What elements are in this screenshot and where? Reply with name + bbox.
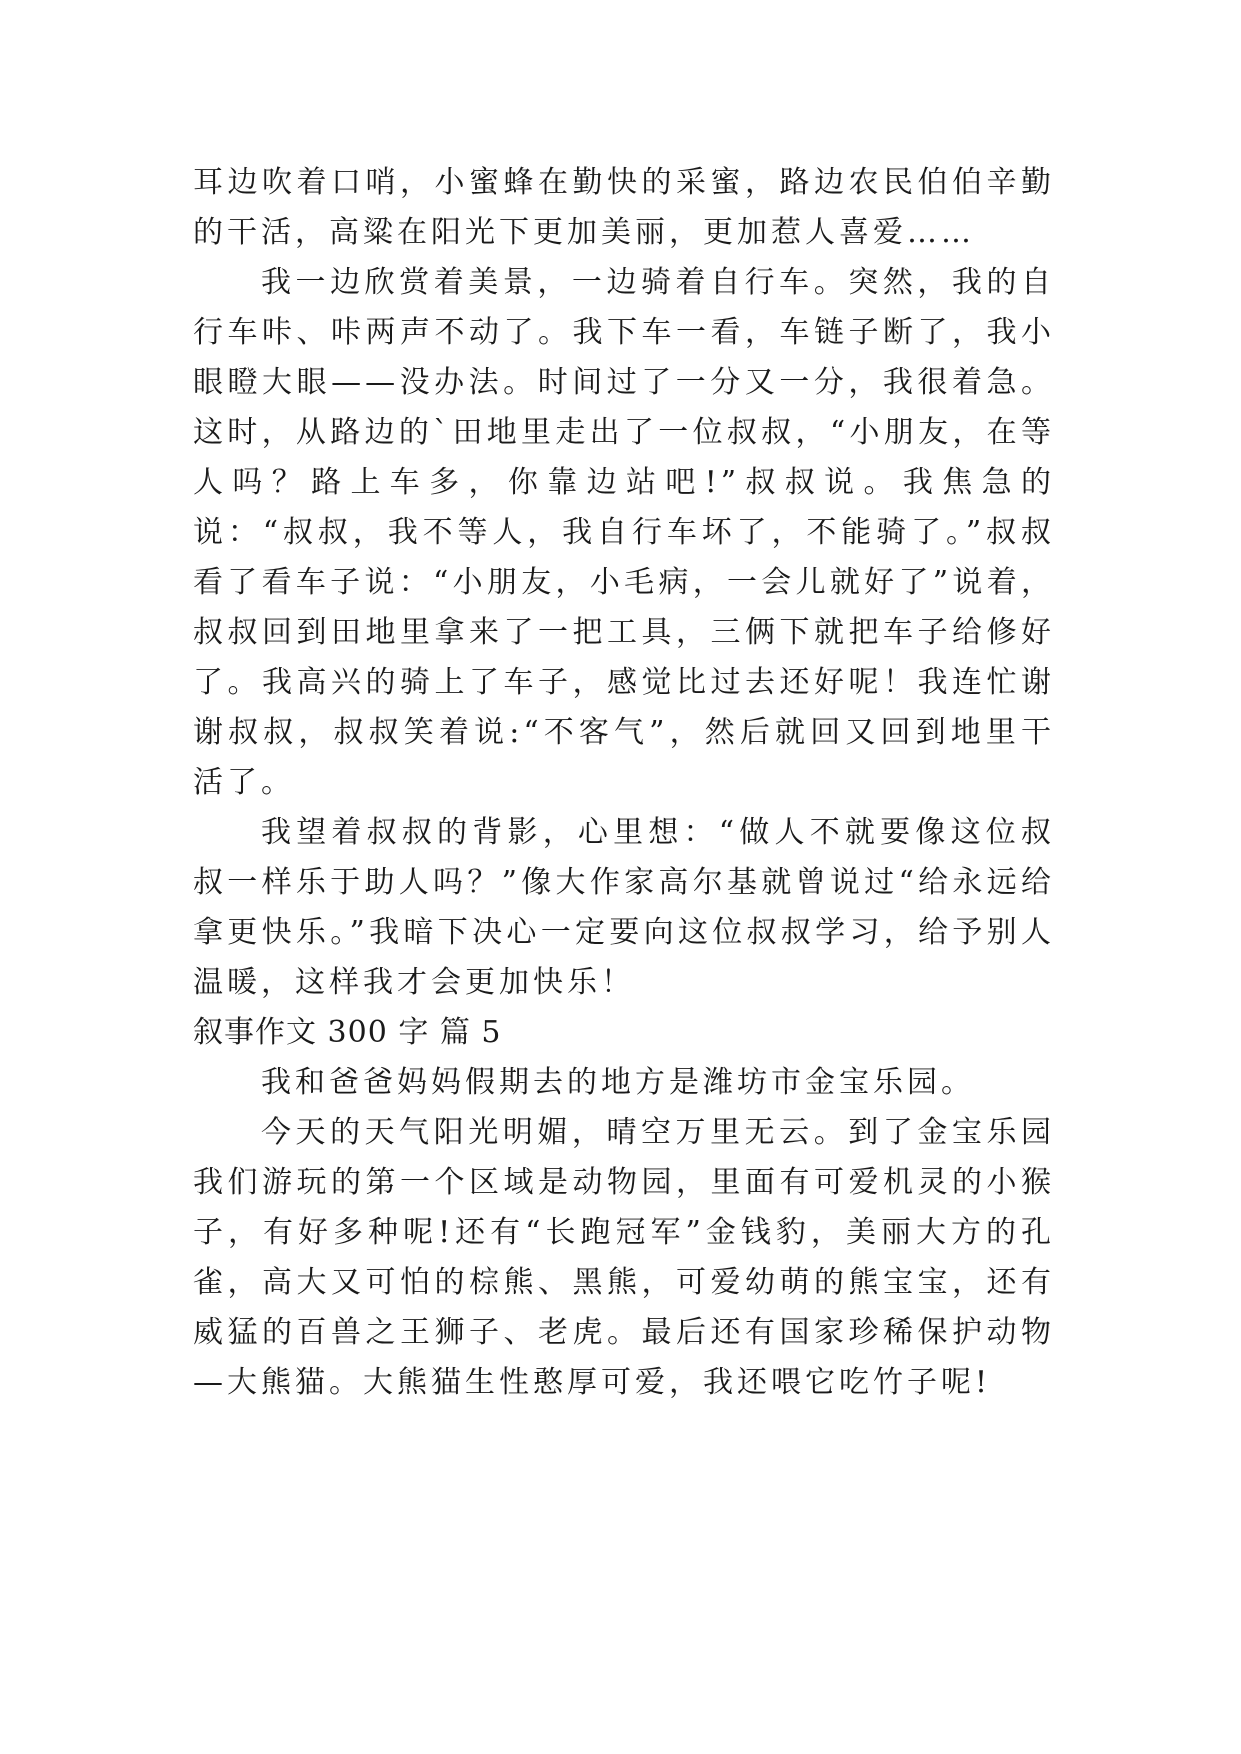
paragraph: 今天的天气阳光明媚，晴空万里无云。到了金宝乐园我们游玩的第一个区域是动物园，里面有可爱机灵的小猴子，有好多种呢!还有“长跑冠军”金钱豹，美丽大方的孔雀，高大又可怕的棕熊、黑熊，可爱幼萌的熊宝宝，还有威猛的百兽之王狮子、老虎。最后还有国家珍稀保护动物—大熊猫。大熊猫生性憨厚可爱，我还喂它吃竹子呢! [193,1115,1055,1400]
paragraph: 我和爸爸妈妈假期去的地方是潍坊市金宝乐园。 [261,1065,975,1100]
paragraph: 耳边吹着口哨，小蜜蜂在勤快的采蜜，路边农民伯伯辛勤的干活，高粱在阳光下更加美丽，更加惹人喜爱…… [193,165,1055,250]
paragraph: 我望着叔叔的背影，心里想：“做人不就要像这位叔叔一样乐于助人吗？”像大作家高尔基就曾说过“给永远给拿更快乐。”我暗下决心一定要向这位叔叔学习，给予别人温暖，这样我才会更加快乐！ [193,815,1055,1000]
paragraph: 我一边欣赏着美景，一边骑着自行车。突然，我的自行车咔、咔两声不动了。我下车一看，车链子断了，我小眼瞪大眼——没办法。时间过了一分又一分，我很着急。这时，从路边的`田地里走出了一位叔叔，“小朋友，在等人吗？路上车多，你靠边站吧!”叔叔说。我焦急的说：“叔叔，我不等人，我自行车坏了，不能骑了。”叔叔看了看车子说：“小朋友，小毛病，一会儿就好了”说着，叔叔回到田地里拿来了一把工具，三俩下就把车子给修好了。我高兴的骑上了车子，感觉比过去还好呢！我连忙谢谢叔叔，叔叔笑着说:“不客气”，然后就回又回到地里干活了。 [193,265,1055,800]
document-body [193,158,1055,1408]
section-heading: 叙事作文 300 字 篇 5 [193,1015,502,1050]
